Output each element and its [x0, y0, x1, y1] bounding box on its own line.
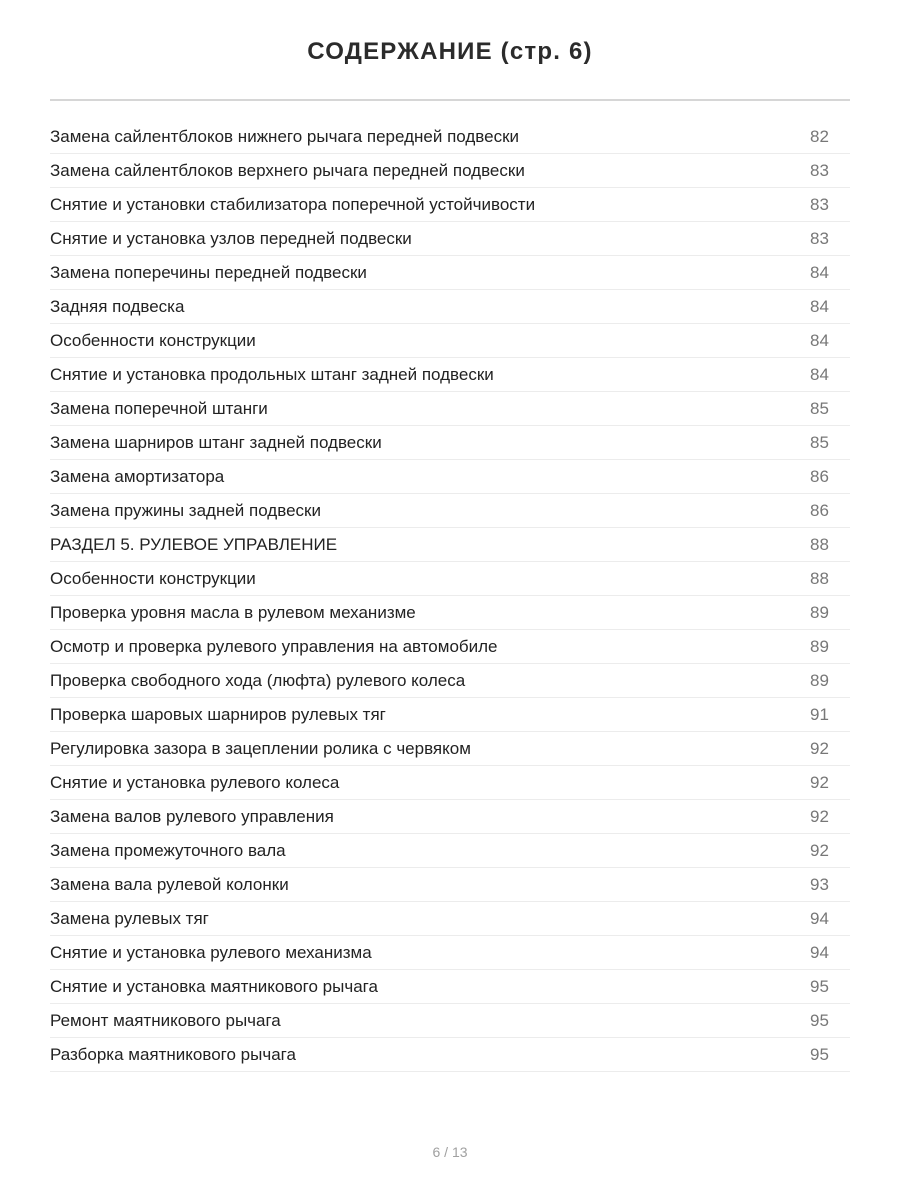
toc-entry-title: РАЗДЕЛ 5. РУЛЕВОЕ УПРАВЛЕНИЕ	[50, 534, 338, 554]
toc-row[interactable]	[50, 596, 850, 630]
toc-page-number: 92	[810, 840, 829, 860]
toc-entry-title: Ремонт маятникового рычага	[50, 1010, 281, 1030]
toc-entry-title: Проверка шаровых шарниров рулевых тяг	[50, 704, 386, 724]
toc-row[interactable]	[50, 800, 850, 834]
toc-entry-title: Осмотр и проверка рулевого управления на автомобиле	[50, 636, 498, 656]
toc-entry-title: Особенности конструкции	[50, 330, 256, 350]
toc-entry-title: Замена сайлентблоков верхнего рычага передней подвески	[50, 160, 525, 180]
toc-entry-title: Замена промежуточного вала	[50, 840, 286, 860]
toc-entry-title: Разборка маятникового рычага	[50, 1044, 296, 1064]
toc-page-number: 95	[810, 1010, 829, 1030]
toc-row[interactable]	[50, 222, 850, 256]
toc-entry-title: Замена поперечины передней подвески	[50, 262, 367, 282]
toc-page-number: 84	[810, 330, 829, 350]
toc-row[interactable]	[50, 256, 850, 290]
toc-entry-title: Особенности конструкции	[50, 568, 256, 588]
toc-row[interactable]	[50, 936, 850, 970]
toc-row[interactable]	[50, 970, 850, 1004]
toc-page-number: 83	[810, 228, 829, 248]
toc-page-number: 86	[810, 500, 829, 520]
toc-page-number: 85	[810, 432, 829, 452]
toc-page-number: 89	[810, 670, 829, 690]
toc-page-number: 94	[810, 942, 829, 962]
toc-page-number: 95	[810, 1044, 829, 1064]
toc-row[interactable]	[50, 290, 850, 324]
toc-row[interactable]	[50, 494, 850, 528]
toc-entry-title: Замена пружины задней подвески	[50, 500, 321, 520]
page-title: СОДЕРЖАНИЕ (стр. 6)	[307, 38, 593, 65]
toc-page-number: 92	[810, 738, 829, 758]
toc-entry-title: Задняя подвеска	[50, 296, 185, 316]
toc-row[interactable]	[50, 562, 850, 596]
toc-page-number: 84	[810, 364, 829, 384]
toc-page-number: 82	[810, 126, 829, 146]
toc-page-number: 88	[810, 534, 829, 554]
toc-row[interactable]	[50, 1004, 850, 1038]
toc-page-number: 83	[810, 194, 829, 214]
toc-page-number: 85	[810, 398, 829, 418]
table-of-contents	[50, 120, 850, 1072]
toc-row[interactable]	[50, 120, 850, 154]
toc-row[interactable]	[50, 188, 850, 222]
toc-page-number: 89	[810, 636, 829, 656]
toc-row[interactable]	[50, 732, 850, 766]
toc-page-number: 92	[810, 772, 829, 792]
toc-entry-title: Проверка уровня масла в рулевом механизме	[50, 602, 416, 622]
toc-entry-title: Проверка свободного хода (люфта) рулевого колеса	[50, 670, 466, 690]
toc-page-number: 93	[810, 874, 829, 894]
toc-row[interactable]	[50, 664, 850, 698]
toc-row[interactable]	[50, 868, 850, 902]
toc-row[interactable]	[50, 528, 850, 562]
toc-row[interactable]	[50, 902, 850, 936]
toc-page-number: 91	[810, 704, 829, 724]
toc-entry-title: Снятие и установка продольных штанг задней подвески	[50, 364, 494, 384]
toc-entry-title: Замена вала рулевой колонки	[50, 874, 289, 894]
toc-row[interactable]	[50, 834, 850, 868]
toc-entry-title: Регулировка зазора в зацеплении ролика с червяком	[50, 738, 471, 758]
toc-row[interactable]	[50, 358, 850, 392]
toc-row[interactable]	[50, 630, 850, 664]
page-indicator: 6 / 13	[432, 1144, 468, 1160]
toc-row[interactable]	[50, 1038, 850, 1072]
toc-row[interactable]	[50, 392, 850, 426]
toc-page-number: 84	[810, 296, 829, 316]
toc-row[interactable]	[50, 698, 850, 732]
toc-page-number: 89	[810, 602, 829, 622]
toc-entry-title: Замена шарниров штанг задней подвески	[50, 432, 382, 452]
toc-page-number: 84	[810, 262, 829, 282]
toc-entry-title: Снятие и установка маятникового рычага	[50, 976, 378, 996]
toc-entry-title: Снятие и установка рулевого механизма	[50, 942, 372, 962]
toc-row[interactable]	[50, 426, 850, 460]
toc-row[interactable]	[50, 460, 850, 494]
toc-row[interactable]	[50, 766, 850, 800]
toc-page-number: 86	[810, 466, 829, 486]
toc-page-number: 94	[810, 908, 829, 928]
toc-page-number: 92	[810, 806, 829, 826]
toc-row[interactable]	[50, 154, 850, 188]
toc-page-number: 88	[810, 568, 829, 588]
toc-entry-title: Снятие и установка рулевого колеса	[50, 772, 340, 792]
toc-entry-title: Замена амортизатора	[50, 466, 225, 486]
toc-entry-title: Снятие и установки стабилизатора поперечной устойчивости	[50, 194, 536, 214]
toc-row[interactable]	[50, 324, 850, 358]
toc-entry-title: Замена поперечной штанги	[50, 398, 268, 418]
toc-entry-title: Замена сайлентблоков нижнего рычага передней подвески	[50, 126, 520, 146]
toc-page-number: 95	[810, 976, 829, 996]
toc-entry-title: Замена валов рулевого управления	[50, 806, 334, 826]
title-divider	[50, 99, 850, 101]
toc-page-number: 83	[810, 160, 829, 180]
toc-entry-title: Замена рулевых тяг	[50, 908, 209, 928]
toc-entry-title: Снятие и установка узлов передней подвески	[50, 228, 412, 248]
